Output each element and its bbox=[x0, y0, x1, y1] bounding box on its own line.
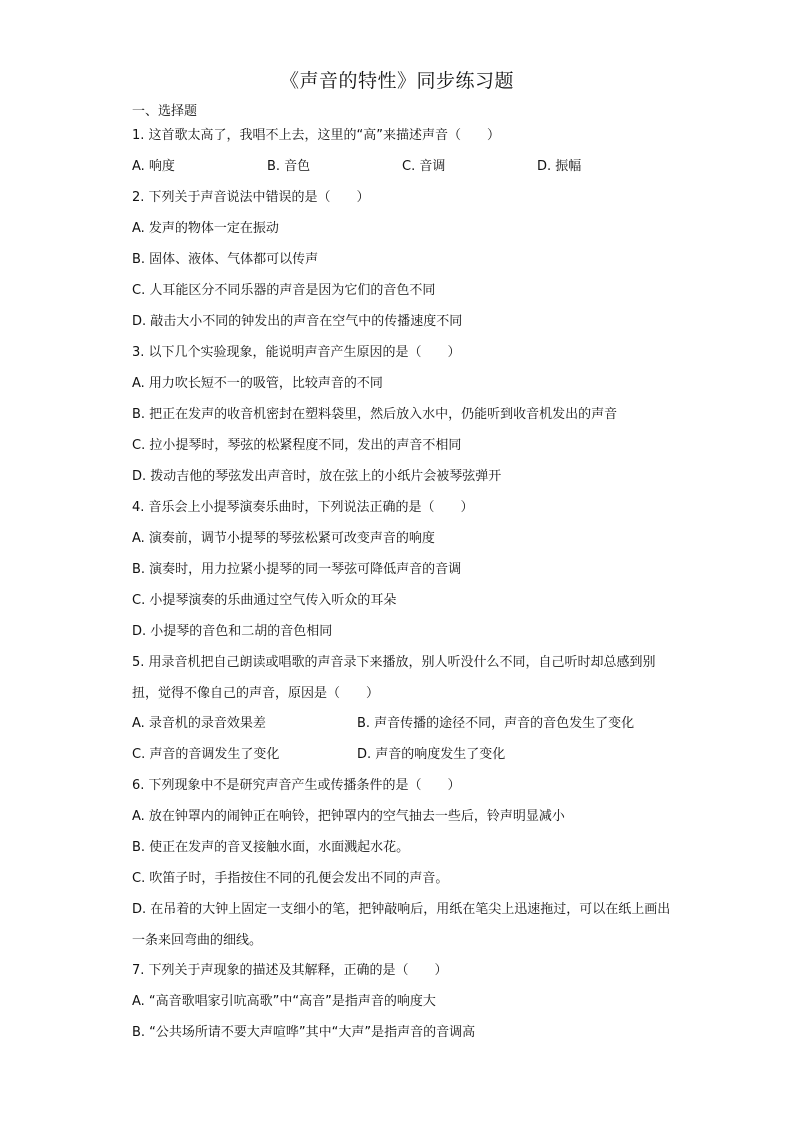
question-4-option-a: A. 演奏前，调节小提琴的琴弦松紧可改变声音的响度 bbox=[132, 531, 435, 546]
question-6-option-a: A. 放在钟罩内的闹钟正在响铃，把钟罩内的空气抽去一些后，铃声明显减小 bbox=[132, 809, 565, 824]
question-5-option-d: D. 声音的响度发生了变化 bbox=[357, 747, 506, 762]
question-3-option-b: B. 把正在发声的收音机密封在塑料袋里，然后放入水中，仍能听到收音机发出的声音 bbox=[132, 407, 618, 422]
question-5-stem: 5. 用录音机把自己朗读或唱歌的声音录下来播放，别人听没什么不同，自己听时却总感到别扭，觉得不像自己的声音，原因是（ ） bbox=[132, 655, 656, 701]
question-1-options bbox=[132, 157, 672, 177]
question-6-option-b: B. 使正在发声的音叉接触水面，水面溅起水花。 bbox=[132, 840, 410, 855]
question-list bbox=[132, 126, 672, 1054]
question-1-option-c: C. 音调 bbox=[402, 159, 446, 174]
question-7-option-a: A. “高音歌唱家引吭高歌”中“高音”是指声音的响度大 bbox=[132, 994, 436, 1009]
question-4-option-d: D. 小提琴的音色和二胡的音色相同 bbox=[132, 624, 333, 639]
question-1-stem: 1. 这首歌太高了，我唱不上去，这里的“高”来描述声音（ ） bbox=[132, 128, 501, 143]
question-7-stem: 7. 下列关于声现象的描述及其解释，正确的是（ ） bbox=[132, 963, 448, 978]
question-6-stem: 6. 下列现象中不是研究声音产生或传播条件的是（ ） bbox=[132, 778, 461, 793]
question-5-option-c: C. 声音的音调发生了变化 bbox=[132, 747, 280, 762]
section-heading: 一、选择题 bbox=[132, 104, 198, 119]
question-4-stem: 4. 音乐会上小提琴演奏乐曲时，下列说法正确的是（ ） bbox=[132, 500, 474, 515]
question-6-option-d: D. 在吊着的大钟上固定一支细小的笔，把钟敲响后，用纸在笔尖上迅速拖过，可以在纸上画出一条来回弯曲的细线。 bbox=[132, 902, 671, 948]
question-4-option-b: B. 演奏时，用力拉紧小提琴的同一琴弦可降低声音的音调 bbox=[132, 562, 462, 577]
question-3-option-c: C. 拉小提琴时，琴弦的松紧程度不同，发出的声音不相同 bbox=[132, 438, 462, 453]
question-2-option-a: A. 发声的物体一定在振动 bbox=[132, 221, 279, 236]
question-3-option-d: D. 拨动吉他的琴弦发出声音时，放在弦上的小纸片会被琴弦弹开 bbox=[132, 469, 502, 484]
question-6-option-c: C. 吹笛子时，手指按住不同的孔便会发出不同的声音。 bbox=[132, 871, 449, 886]
question-2-option-d: D. 敲击大小不同的钟发出的声音在空气中的传播速度不同 bbox=[132, 314, 463, 329]
question-2-option-c: C. 人耳能区分不同乐器的声音是因为它们的音色不同 bbox=[132, 283, 436, 298]
question-3-option-a: A. 用力吹长短不一的吸管，比较声音的不同 bbox=[132, 376, 383, 391]
question-7-option-b: B. “公共场所请不要大声喧哗”其中“大声”是指声音的音调高 bbox=[132, 1025, 476, 1040]
question-2-option-b: B. 固体、液体、气体都可以传声 bbox=[132, 252, 319, 267]
question-5-options-row-2 bbox=[132, 745, 672, 765]
question-4-option-c: C. 小提琴演奏的乐曲通过空气传入听众的耳朵 bbox=[132, 593, 397, 608]
question-5-option-b: B. 声音传播的途径不同，声音的音色发生了变化 bbox=[357, 716, 635, 731]
question-2-stem: 2. 下列关于声音说法中错误的是（ ） bbox=[132, 190, 370, 205]
question-3-stem: 3. 以下几个实验现象，能说明声音产生原因的是（ ） bbox=[132, 345, 461, 360]
question-1-option-b: B. 音色 bbox=[267, 159, 311, 174]
question-5-options-row-1 bbox=[132, 714, 672, 734]
question-1-option-d: D. 振幅 bbox=[537, 159, 582, 174]
question-5-option-a: A. 录音机的录音效果差 bbox=[132, 716, 266, 731]
page-title: 《声音的特性》同步练习题 bbox=[279, 70, 514, 92]
question-1-option-a: A. 响度 bbox=[132, 159, 175, 174]
